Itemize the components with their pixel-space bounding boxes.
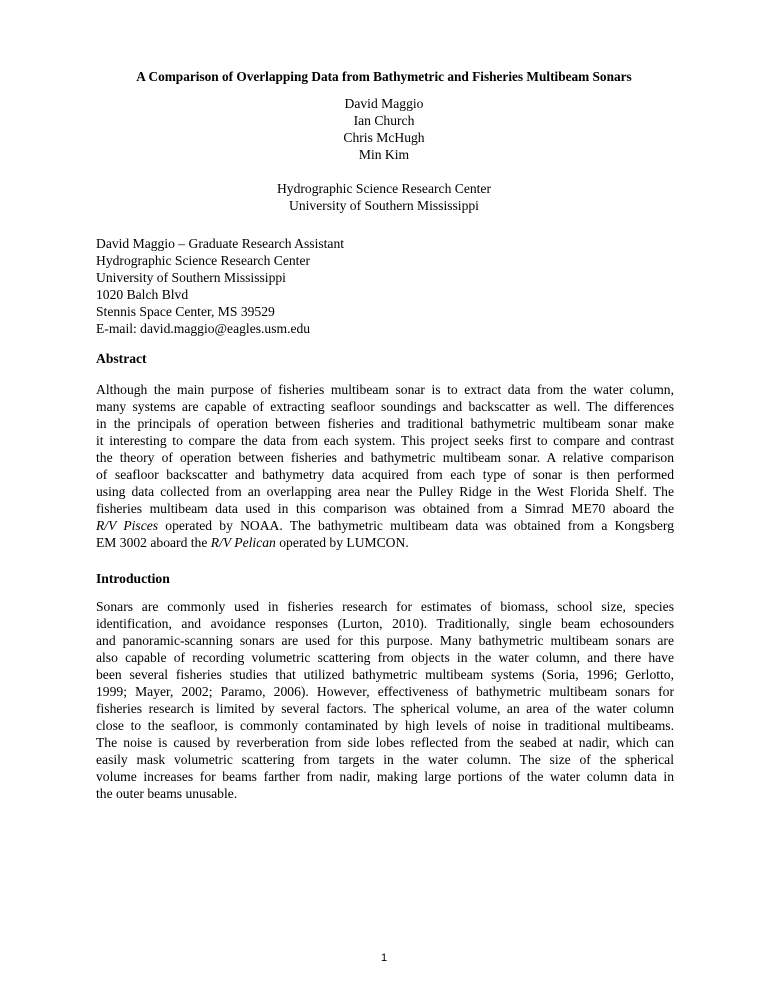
intro-line: close to the seafloor, is commonly contaminated by high levels of noise in traditional multibeams. bbox=[96, 718, 674, 733]
abstract-line: of seafloor backscatter and bathymetry data acquired from each type of sonar is then performed bbox=[96, 467, 674, 482]
author-name: David Maggio bbox=[344, 96, 424, 111]
intro-line: 1999; Mayer, 2002; Paramo, 2006). However, effectiveness of bathymetric multibeam sonars for bbox=[96, 684, 674, 699]
intro-line: identification, and avoidance responses (Lurton, 2010). Traditionally, single beam echosounders bbox=[96, 616, 674, 631]
abstract-paragraph bbox=[96, 381, 674, 551]
author-name: Ian Church bbox=[353, 113, 415, 128]
abstract-line bbox=[96, 534, 674, 551]
abstract-line: it interesting to compare the data from each system. This project seeks first to compare and contrast bbox=[96, 433, 674, 448]
paper-title: A Comparison of Overlapping Data from Bathymetric and Fisheries Multibeam Sonars bbox=[136, 69, 632, 84]
intro-line: fisheries research is limited by several factors. The spherical volume, an area of the water column bbox=[96, 701, 674, 716]
author-name: Chris McHugh bbox=[343, 130, 425, 145]
contact-line: David Maggio – Graduate Research Assistant bbox=[96, 236, 345, 251]
contact-line: Stennis Space Center, MS 39529 bbox=[96, 304, 275, 319]
abstract-line: in the principals of operation between fisheries and traditional bathymetric multibeam sonar make bbox=[96, 416, 674, 431]
abstract-line: many systems are capable of extracting seafloor soundings and backscatter as well. The differences bbox=[96, 399, 674, 414]
contact-block bbox=[96, 235, 686, 337]
intro-line: The noise is caused by reverberation from side lobes reflected from the seabed at nadir, which can bbox=[96, 735, 674, 750]
contact-line: University of Southern Mississippi bbox=[96, 270, 286, 285]
intro-line: the outer beams unusable. bbox=[96, 786, 238, 801]
intro-line: also capable of recording volumetric scattering from objects in the water column, and there have bbox=[96, 650, 674, 665]
contact-line: 1020 Balch Blvd bbox=[96, 287, 189, 302]
abstract-line-text: operated by LUMCON. bbox=[275, 535, 409, 550]
author-name: Min Kim bbox=[358, 147, 410, 162]
abstract-line-text: EM 3002 aboard the bbox=[96, 535, 211, 550]
introduction-paragraph bbox=[96, 598, 674, 802]
intro-line: easily mask volumetric scattering from targets in the water column. The size of the spherical bbox=[96, 752, 674, 767]
affiliation-line: Hydrographic Science Research Center bbox=[276, 181, 491, 196]
abstract-line-text: operated by NOAA. The bathymetric multibeam data was obtained from a Kongsberg bbox=[158, 518, 674, 533]
intro-line: volume increases for beams farther from nadir, making large portions of the water column data in bbox=[96, 769, 674, 784]
author-list bbox=[0, 95, 768, 163]
contact-line: Hydrographic Science Research Center bbox=[96, 253, 311, 268]
vessel-name-pelican: R/V Pelican bbox=[210, 535, 276, 550]
abstract-line: Although the main purpose of fisheries multibeam sonar is to extract data from the water column, bbox=[96, 382, 674, 397]
page-number: 1 bbox=[380, 952, 388, 964]
intro-line: Sonars are commonly used in fisheries research for estimates of biomass, school size, species bbox=[96, 599, 674, 614]
affiliation-line: University of Southern Mississippi bbox=[289, 198, 479, 213]
abstract-line: the theory of operation between fisheries and bathymetric multibeam sonar. A relative comparison bbox=[96, 450, 674, 465]
abstract-line: using data collected from an overlapping area near the Pulley Ridge in the West Florida Shelf. The bbox=[96, 484, 674, 499]
abstract-heading: Abstract bbox=[96, 351, 147, 366]
abstract-line: fisheries multibeam data used in this comparison was obtained from a Simrad ME70 aboard the bbox=[96, 501, 674, 516]
intro-line: been several fisheries studies that utilized bathymetric multibeam systems (Soria, 1996; Gerlotto, bbox=[96, 667, 674, 682]
vessel-name-pisces: R/V Pisces bbox=[96, 518, 159, 533]
abstract-line bbox=[96, 517, 674, 534]
affiliation bbox=[0, 180, 768, 214]
intro-line: and panoramic-scanning sonars are used for this purpose. Many bathymetric multibeam sonars are bbox=[96, 633, 674, 648]
contact-email: E-mail: david.maggio@eagles.usm.edu bbox=[96, 321, 311, 336]
introduction-heading: Introduction bbox=[96, 571, 170, 586]
